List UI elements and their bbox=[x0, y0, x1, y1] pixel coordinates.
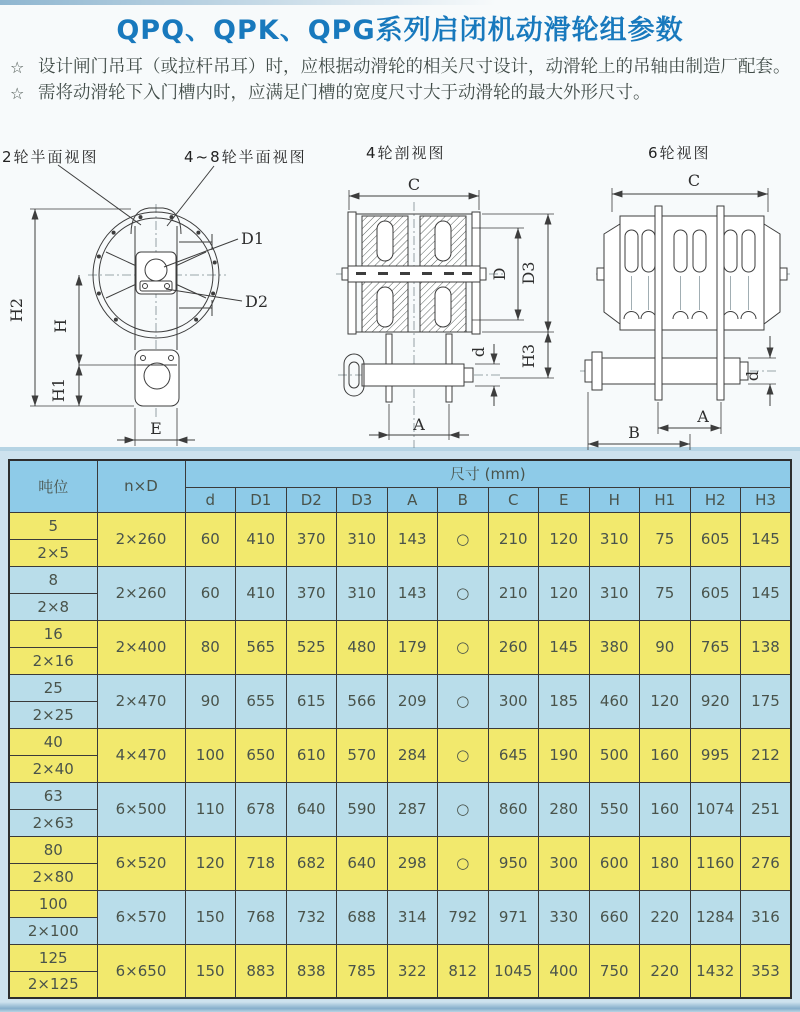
value-cell: 480 bbox=[337, 620, 388, 674]
value-cell: 688 bbox=[337, 890, 388, 944]
value-cell: 1074 bbox=[690, 782, 741, 836]
dim-label-d-side: d bbox=[743, 370, 762, 382]
dim-label-B: B bbox=[628, 423, 640, 442]
col-header-d: d bbox=[185, 487, 236, 512]
value-cell: 80 bbox=[185, 620, 236, 674]
value-cell: 100 bbox=[185, 728, 236, 782]
tonnage-cell: 5 bbox=[9, 512, 97, 539]
dim-label-C-side: C bbox=[687, 171, 701, 190]
nxd-cell: 6×500 bbox=[97, 782, 185, 836]
notes-block bbox=[10, 55, 792, 107]
dim-label-d-section: d bbox=[469, 346, 488, 358]
table-row bbox=[9, 728, 791, 755]
value-cell: 138 bbox=[741, 620, 792, 674]
value-cell: 566 bbox=[337, 674, 388, 728]
table-row bbox=[9, 674, 791, 701]
dim-label-H2: H2 bbox=[7, 297, 26, 323]
col-header-tonnage: 吨位 bbox=[9, 460, 97, 512]
value-cell: 314 bbox=[387, 890, 438, 944]
front-view-label-2wheel: 2轮半面视图 bbox=[2, 148, 99, 166]
value-cell: 251 bbox=[741, 782, 792, 836]
col-header-D2: D2 bbox=[286, 487, 337, 512]
col-header-H: H bbox=[589, 487, 640, 512]
value-cell: 179 bbox=[387, 620, 438, 674]
value-cell: 175 bbox=[741, 674, 792, 728]
value-cell: 812 bbox=[438, 944, 489, 998]
value-cell: 370 bbox=[286, 512, 337, 566]
tonnage-cell: 2×63 bbox=[9, 809, 97, 836]
note-text: 需将动滑轮下入门槽内时，应满足门槽的宽度尺寸大于动滑轮的最大外形尺寸。 bbox=[38, 83, 651, 103]
value-cell: 145 bbox=[741, 566, 792, 620]
table-row bbox=[9, 836, 791, 863]
value-cell: 370 bbox=[286, 566, 337, 620]
value-cell: 768 bbox=[236, 890, 287, 944]
value-cell: 298 bbox=[387, 836, 438, 890]
value-cell: 1284 bbox=[690, 890, 741, 944]
tonnage-cell: 16 bbox=[9, 620, 97, 647]
side-view-diagram bbox=[580, 188, 790, 450]
note-item bbox=[10, 55, 792, 80]
value-cell: 883 bbox=[236, 944, 287, 998]
value-cell: 615 bbox=[286, 674, 337, 728]
table-row bbox=[9, 512, 791, 539]
value-cell: 284 bbox=[387, 728, 438, 782]
nxd-cell: 6×520 bbox=[97, 836, 185, 890]
side-view-title: 6轮视图 bbox=[648, 144, 711, 162]
dim-label-D3: D3 bbox=[519, 261, 538, 285]
scan-bottom-band bbox=[0, 1002, 800, 1012]
tonnage-cell: 2×100 bbox=[9, 917, 97, 944]
table-row bbox=[9, 566, 791, 593]
value-cell: ○ bbox=[438, 728, 489, 782]
tonnage-cell: 63 bbox=[9, 782, 97, 809]
tonnage-cell: 2×8 bbox=[9, 593, 97, 620]
value-cell: 210 bbox=[488, 512, 539, 566]
value-cell: 600 bbox=[589, 836, 640, 890]
value-cell: 655 bbox=[236, 674, 287, 728]
col-header-D3: D3 bbox=[337, 487, 388, 512]
value-cell: 120 bbox=[539, 566, 590, 620]
value-cell: 682 bbox=[286, 836, 337, 890]
value-cell: 190 bbox=[539, 728, 590, 782]
value-cell: 410 bbox=[236, 512, 287, 566]
tonnage-cell: 40 bbox=[9, 728, 97, 755]
value-cell: 260 bbox=[488, 620, 539, 674]
value-cell: 330 bbox=[539, 890, 590, 944]
col-header-E: E bbox=[539, 487, 590, 512]
value-cell: 322 bbox=[387, 944, 438, 998]
tonnage-cell: 8 bbox=[9, 566, 97, 593]
value-cell: 220 bbox=[640, 944, 691, 998]
nxd-cell: 4×470 bbox=[97, 728, 185, 782]
dim-label-D2: D2 bbox=[245, 292, 269, 311]
col-header-H1: H1 bbox=[640, 487, 691, 512]
value-cell: 145 bbox=[741, 512, 792, 566]
tonnage-cell: 80 bbox=[9, 836, 97, 863]
value-cell: 150 bbox=[185, 944, 236, 998]
value-cell: 605 bbox=[690, 512, 741, 566]
value-cell: 120 bbox=[539, 512, 590, 566]
value-cell: ○ bbox=[438, 836, 489, 890]
tonnage-cell: 2×5 bbox=[9, 539, 97, 566]
col-header-A: A bbox=[387, 487, 438, 512]
star-bullet-icon: ☆ bbox=[10, 58, 25, 77]
tonnage-cell: 2×125 bbox=[9, 971, 97, 998]
value-cell: 90 bbox=[185, 674, 236, 728]
note-item bbox=[10, 81, 792, 106]
value-cell: 640 bbox=[286, 782, 337, 836]
value-cell: ○ bbox=[438, 566, 489, 620]
value-cell: 276 bbox=[741, 836, 792, 890]
value-cell: 640 bbox=[337, 836, 388, 890]
dim-label-E: E bbox=[150, 419, 162, 438]
value-cell: 950 bbox=[488, 836, 539, 890]
value-cell: 75 bbox=[640, 512, 691, 566]
value-cell: 732 bbox=[286, 890, 337, 944]
value-cell: 110 bbox=[185, 782, 236, 836]
table-row bbox=[9, 944, 791, 971]
value-cell: 150 bbox=[185, 890, 236, 944]
value-cell: 971 bbox=[488, 890, 539, 944]
col-header-C: C bbox=[488, 487, 539, 512]
value-cell: 310 bbox=[337, 512, 388, 566]
tonnage-cell: 2×16 bbox=[9, 647, 97, 674]
value-cell: 310 bbox=[589, 512, 640, 566]
tonnage-cell: 25 bbox=[9, 674, 97, 701]
value-cell: 120 bbox=[640, 674, 691, 728]
parameters-table bbox=[8, 459, 792, 999]
table-header-row bbox=[9, 460, 791, 487]
tonnage-cell: 2×80 bbox=[9, 863, 97, 890]
technical-drawings bbox=[0, 138, 800, 458]
value-cell: ○ bbox=[438, 674, 489, 728]
nxd-cell: 2×260 bbox=[97, 512, 185, 566]
value-cell: 645 bbox=[488, 728, 539, 782]
value-cell: 300 bbox=[539, 836, 590, 890]
scan-top-band bbox=[0, 0, 496, 5]
value-cell: 120 bbox=[185, 836, 236, 890]
value-cell: 460 bbox=[589, 674, 640, 728]
value-cell: 75 bbox=[640, 566, 691, 620]
page-title: QPQ、QPK、QPG系列启闭机动滑轮组参数 bbox=[116, 15, 684, 46]
value-cell: 920 bbox=[690, 674, 741, 728]
nxd-cell: 2×470 bbox=[97, 674, 185, 728]
dim-label-H3: H3 bbox=[519, 343, 538, 369]
value-cell: ○ bbox=[438, 782, 489, 836]
value-cell: 60 bbox=[185, 512, 236, 566]
value-cell: 785 bbox=[337, 944, 388, 998]
value-cell: 400 bbox=[539, 944, 590, 998]
note-text: 设计闸门吊耳（或拉杆吊耳）时，应根据动滑轮的相关尺寸设计，动滑轮上的吊轴由制造厂配套。 bbox=[38, 57, 791, 77]
value-cell: 565 bbox=[236, 620, 287, 674]
value-cell: 792 bbox=[438, 890, 489, 944]
col-header-H3: H3 bbox=[741, 487, 792, 512]
col-header-nxd: n×D bbox=[97, 460, 185, 512]
dim-label-D1: D1 bbox=[241, 229, 265, 248]
dim-label-H1: H1 bbox=[49, 377, 68, 403]
value-cell: 500 bbox=[589, 728, 640, 782]
value-cell: 605 bbox=[690, 566, 741, 620]
value-cell: 310 bbox=[589, 566, 640, 620]
dim-label-C-section: C bbox=[407, 175, 421, 194]
dim-label-D: D bbox=[490, 267, 509, 281]
value-cell: 353 bbox=[741, 944, 792, 998]
value-cell: 678 bbox=[236, 782, 287, 836]
value-cell: 60 bbox=[185, 566, 236, 620]
value-cell: 210 bbox=[488, 566, 539, 620]
value-cell: 287 bbox=[387, 782, 438, 836]
value-cell: 570 bbox=[337, 728, 388, 782]
dim-label-H: H bbox=[51, 319, 70, 333]
value-cell: 380 bbox=[589, 620, 640, 674]
nxd-cell: 2×400 bbox=[97, 620, 185, 674]
table-row bbox=[9, 782, 791, 809]
value-cell: 995 bbox=[690, 728, 741, 782]
value-cell: 160 bbox=[640, 728, 691, 782]
value-cell: 212 bbox=[741, 728, 792, 782]
value-cell: 860 bbox=[488, 782, 539, 836]
dim-label-A-side: A bbox=[697, 407, 709, 426]
value-cell: 718 bbox=[236, 836, 287, 890]
col-header-size-group: 尺寸 (mm) bbox=[185, 460, 791, 487]
table-row bbox=[9, 890, 791, 917]
col-header-D1: D1 bbox=[236, 487, 287, 512]
value-cell: 143 bbox=[387, 566, 438, 620]
nxd-cell: 2×260 bbox=[97, 566, 185, 620]
value-cell: 590 bbox=[337, 782, 388, 836]
value-cell: 145 bbox=[539, 620, 590, 674]
tonnage-cell: 125 bbox=[9, 944, 97, 971]
value-cell: 525 bbox=[286, 620, 337, 674]
section-view-title: 4轮剖视图 bbox=[366, 144, 446, 162]
value-cell: 660 bbox=[589, 890, 640, 944]
value-cell: 209 bbox=[387, 674, 438, 728]
value-cell: ○ bbox=[438, 620, 489, 674]
tonnage-cell: 2×25 bbox=[9, 701, 97, 728]
value-cell: 90 bbox=[640, 620, 691, 674]
front-view-label-48wheel: 4~8轮半面视图 bbox=[184, 148, 307, 166]
value-cell: 180 bbox=[640, 836, 691, 890]
value-cell: 765 bbox=[690, 620, 741, 674]
value-cell: 838 bbox=[286, 944, 337, 998]
col-header-H2: H2 bbox=[690, 487, 741, 512]
value-cell: 316 bbox=[741, 890, 792, 944]
value-cell: 160 bbox=[640, 782, 691, 836]
value-cell: 410 bbox=[236, 566, 287, 620]
tonnage-cell: 100 bbox=[9, 890, 97, 917]
star-bullet-icon: ☆ bbox=[10, 84, 25, 103]
value-cell: 1045 bbox=[488, 944, 539, 998]
table-row bbox=[9, 620, 791, 647]
value-cell: 550 bbox=[589, 782, 640, 836]
nxd-cell: 6×570 bbox=[97, 890, 185, 944]
front-view-diagram bbox=[30, 165, 242, 446]
value-cell: 310 bbox=[337, 566, 388, 620]
value-cell: 220 bbox=[640, 890, 691, 944]
value-cell: 1160 bbox=[690, 836, 741, 890]
col-header-B: B bbox=[438, 487, 489, 512]
dim-label-A-section: A bbox=[413, 415, 425, 434]
tonnage-cell: 2×40 bbox=[9, 755, 97, 782]
value-cell: 1432 bbox=[690, 944, 741, 998]
value-cell: 610 bbox=[286, 728, 337, 782]
value-cell: 143 bbox=[387, 512, 438, 566]
nxd-cell: 6×650 bbox=[97, 944, 185, 998]
value-cell: 280 bbox=[539, 782, 590, 836]
value-cell: 185 bbox=[539, 674, 590, 728]
value-cell: 750 bbox=[589, 944, 640, 998]
value-cell: ○ bbox=[438, 512, 489, 566]
value-cell: 650 bbox=[236, 728, 287, 782]
section-view-diagram bbox=[336, 190, 554, 448]
value-cell: 300 bbox=[488, 674, 539, 728]
